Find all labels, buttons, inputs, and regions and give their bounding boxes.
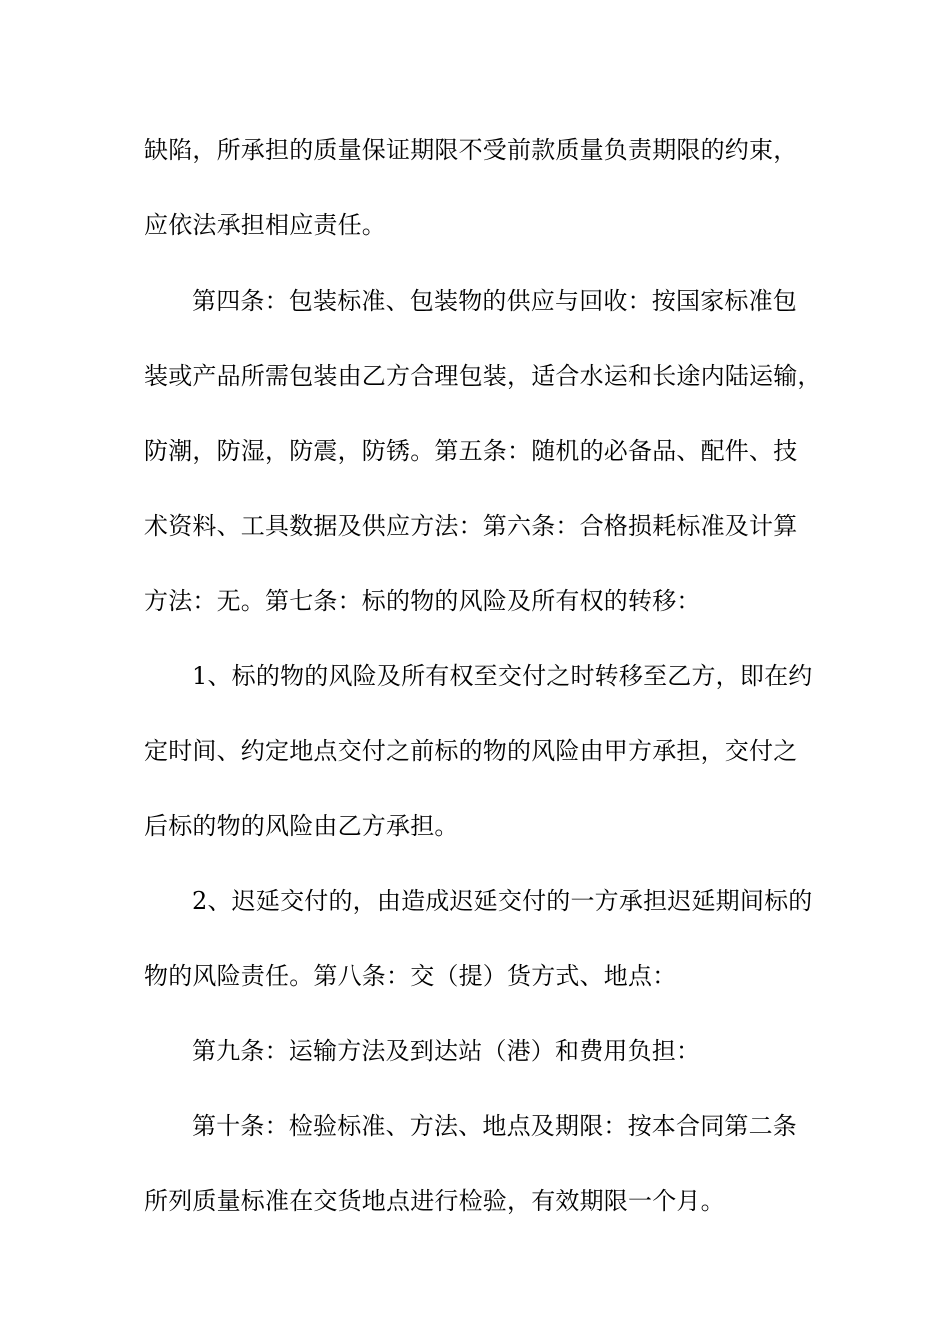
text-line: 所列质量标准在交货地点进行检验，有效期限一个月。 xyxy=(144,1187,725,1215)
text-line: 方法：无。第七条：标的物的风险及所有权的转移： xyxy=(144,587,701,615)
text-line: 应依法承担相应责任。 xyxy=(144,211,386,239)
text-line: 后标的物的风险由乙方承担。 xyxy=(144,812,459,840)
text-line: 缺陷，所承担的质量保证期限不受前款质量负责期限的约束， xyxy=(144,136,798,164)
text-line: 防潮，防湿，防震，防锈。第五条：随机的必备品、配件、技 xyxy=(144,437,798,465)
paragraph-start-line: 2、迟延交付的，由造成迟延交付的一方承担迟延期间标的 xyxy=(192,887,813,915)
text-line: 装或产品所需包装由乙方合理包装，适合水运和长途内陆运输， xyxy=(144,362,822,390)
paragraph-start-line: 第四条：包装标准、包装物的供应与回收：按国家标准包 xyxy=(192,287,797,315)
paragraph-start-line: 第十条：检验标准、方法、地点及期限：按本合同第二条 xyxy=(192,1112,797,1140)
text-line: 定时间、约定地点交付之前标的物的风险由甲方承担，交付之 xyxy=(144,737,798,765)
text-line: 术资料、工具数据及供应方法：第六条：合格损耗标准及计算 xyxy=(144,512,798,540)
paragraph-start-line: 第九条：运输方法及到达站（港）和费用负担： xyxy=(192,1037,701,1065)
text-line: 物的风险责任。第八条：交（提）货方式、地点： xyxy=(144,962,677,990)
paragraph-start-line: 1、标的物的风险及所有权至交付之时转移至乙方，即在约 xyxy=(192,662,813,690)
